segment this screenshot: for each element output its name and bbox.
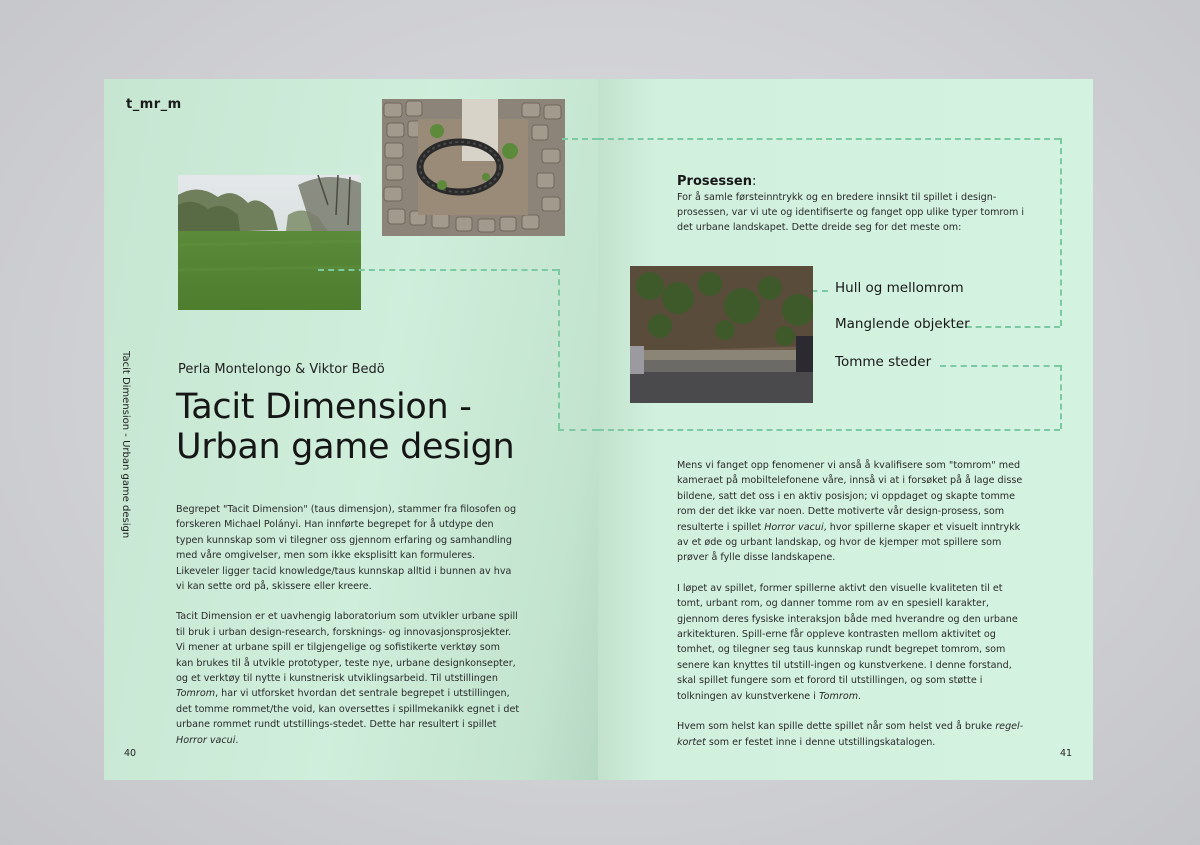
cobblestone-photo: [382, 99, 565, 236]
dashed-connector: [956, 326, 1060, 328]
title-line-2: Urban game design: [176, 427, 515, 467]
right-paragraph-3: Hvem som helst kan spille dette spillet når som helst ved å bruke regel-kortet som er festet inne i denne utstillingskatalogen.: [677, 721, 1024, 748]
process-intro: For å samle førsteinntrykk og en bredere innsikt til spillet i design-prosessen, var vi ute og identifiserte og fanget opp ulike typer tomrom i det urbane landskapet. Dette dreide seg for det meste om:: [677, 192, 1025, 233]
left-paragraph-2: Tacit Dimension er et uavhengig laboratorium som utvikler urbane spill til bruk i urban design-research, forsknings- og innovasjonsprosjekter. Vi mener at urbane spill er tilgjengelige og sofistikerte verktøy som kan brukes til å utvikle prototyper, teste nye, urbane designkonsepter, og et verktøy til nytte i kunstnerisk utviklingsarbeid. Til utstillingen Tomrom, har vi utforsket hvordan det sentrale begrepet i utstillingen, det tomme rommet/the void, kan oversettes i spillmekanikk egnet i det urbane rommet rundt utstillings-stedet. Dette har resultert i spillet Horror vacui.: [176, 611, 520, 746]
page-number-left: 40: [124, 748, 137, 759]
dashed-connector: [1060, 365, 1062, 429]
right-body-text: [677, 458, 1025, 765]
left-paragraph-1: Begrepet "Tacit Dimension" (taus dimensjon), stammer fra filosofen og forskeren Michael Polányi. Han innførte begrepet for å utdype den typen kunnskap som vi tilegner oss gjennom erfaring og samhandling med våre omgivelser, men som ikke eksplisitt kan formuleres. Likeveler ligger tacid knowledge/taus kunnskap alltid i bunnen av hva vi kan sette ord på, skissere eller kreere.: [176, 504, 517, 593]
dashed-connector: [558, 269, 560, 429]
dashed-connector: [562, 138, 598, 140]
logo: t_mr_m: [126, 97, 182, 112]
vertical-running-title: Tacit Dimension - Urban game design: [120, 351, 131, 539]
list-item-holes: Hull og mellomrom: [835, 280, 964, 296]
dashed-connector: [1060, 138, 1062, 326]
dashed-connector: [318, 269, 558, 271]
list-item-missing-objects: Manglende objekter: [835, 316, 970, 332]
dashed-connector: [598, 429, 1060, 431]
right-paragraph-1: Mens vi fanget opp fenomener vi anså å kvalifisere som "tomrom" med kameraet på mobiltelefonene våre, innså vi at i forsøket på å lage disse bildene, satt det oss i en aktiv posisjon; vi oppdaget og skapte tomme rom der det ikke var noen. Dette motiverte vår design-prosess, som resulterte i spillet Horror vacui, hvor spillerne skaper et visuelt inntrykk av et øde og urbant landskap, og hvor de kjemper mot spillere som prøver å fylle disse landskapene.: [677, 460, 1023, 564]
street-wall-photo: [630, 266, 813, 403]
process-heading: Prosessen:: [677, 174, 757, 189]
authors: Perla Montelongo & Viktor Bedö: [178, 362, 385, 377]
left-body-text: [176, 502, 520, 763]
dashed-connector: [558, 429, 598, 431]
title-line-1: Tacit Dimension -: [176, 387, 472, 427]
dashed-connector: [598, 138, 1060, 140]
right-paragraph-2: I løpet av spillet, former spillerne aktivt den visuelle kvaliteten til et tomt, urbant rom, og danner tomme rom av en spesiell karakter, gjennom deres fysiske interaksjon både med hverandre og den urbane arkitekturen. Spill-erne får oppleve kontrasten mellom aktivitet og tomhet, og tilegner seg taus kunnskap rundt begrepet tomrom, som senere kan knyttes til utstill-ingen og kunstverkene. I denne forstand, skal spillet fungere som et forord til utstillingen, og som støtte i tolkningen av kunstverkene i Tomrom.: [677, 582, 1018, 702]
left-page: [104, 79, 598, 780]
dashed-connector: [940, 365, 1060, 367]
page-number-right: 41: [1060, 748, 1073, 759]
magazine-spread: [104, 79, 1093, 780]
list-item-empty-places: Tomme steder: [835, 354, 932, 370]
page-title: [176, 387, 514, 467]
park-photo: [178, 175, 361, 310]
